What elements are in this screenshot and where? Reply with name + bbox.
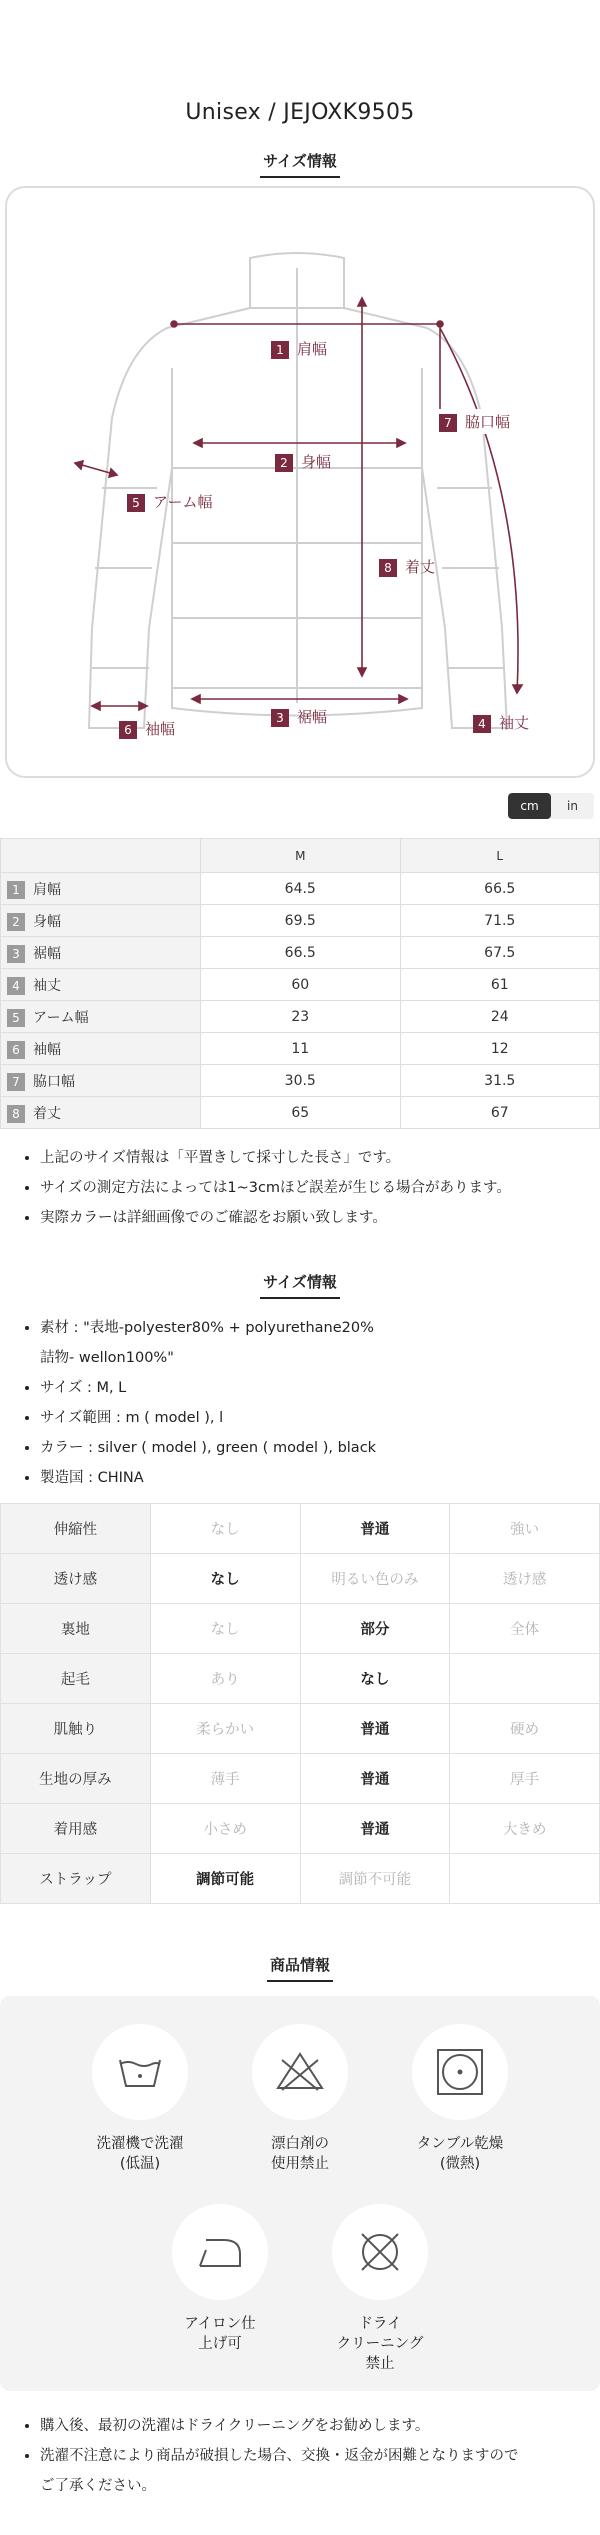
table-row: 7 脇口幅 30.5 31.5 [1, 1065, 600, 1097]
diagram-label-4: 4 袖丈 [473, 712, 529, 733]
care-notes [0, 2391, 600, 2501]
size-info-heading: サイズ情報 [0, 150, 600, 186]
table-row: 2 身幅 69.5 71.5 [1, 905, 600, 937]
care-instructions [0, 1996, 600, 2391]
list-item: • サイズ : M, L [40, 1373, 600, 1403]
diagram-label-7: 7 脇口幅 [437, 409, 512, 434]
diagram-label-1: 1 肩幅 [271, 338, 327, 359]
list-item: • カラー : silver ( model ), green ( model ), black [40, 1433, 600, 1463]
no-bleach-icon [252, 2024, 348, 2120]
care-item: ドライ クリーニング 禁止 [300, 2204, 460, 2374]
unit-cm-button[interactable]: cm [508, 793, 551, 819]
size-diagram [5, 186, 595, 778]
table-row: 3 裾幅 66.5 67.5 [1, 937, 600, 969]
care-item: 洗濯機で洗濯 (低温) [60, 2024, 220, 2174]
list-item: • 上記のサイズ情報は「平置きして採寸した長さ」です。 [40, 1143, 600, 1173]
iron-icon [172, 2204, 268, 2300]
list-item: • 洗濯不注意により商品が破損した場合、交換・返金が困難となりますので ご了承ください。 [40, 2441, 600, 2501]
table-row: ストラップ 調節可能 調節不可能 [1, 1854, 600, 1904]
list-item: • 製造国 : CHINA [40, 1463, 600, 1493]
table-row: 伸縮性 なし 普通 強い [1, 1504, 600, 1554]
tumble-dry-icon [412, 2024, 508, 2120]
list-item: • 実際カラーは詳細画像でのご確認をお願い致します。 [40, 1203, 600, 1233]
material-list [0, 1313, 600, 1503]
table-row: 5 アーム幅 23 24 [1, 1001, 600, 1033]
care-item: アイロン仕 上げ可 [140, 2204, 300, 2354]
care-item: タンブル乾燥 (微熱) [380, 2024, 540, 2174]
washing-machine-icon [92, 2024, 188, 2120]
material-info-heading: サイズ情報 [0, 1271, 600, 1313]
care-item: 漂白剤の 使用禁止 [220, 2024, 380, 2174]
size-table-header: M L [1, 839, 600, 873]
table-row: 肌触り 柔らかい 普通 硬め [1, 1704, 600, 1754]
product-info-heading: 商品情報 [0, 1954, 600, 1996]
unit-toggle [0, 778, 600, 838]
product-title: Unisex / JEJOXK9505 [185, 100, 415, 125]
table-row: 8 着丈 65 67 [1, 1097, 600, 1129]
size-table [0, 838, 600, 1129]
no-dry-clean-icon [332, 2204, 428, 2300]
diagram-label-2: 2 身幅 [275, 451, 331, 472]
list-item: • 素材 : "表地-polyester80% + polyurethane20% 詰物- wellon100%" [40, 1313, 600, 1373]
jacket-illustration [7, 188, 597, 780]
table-row: 6 袖幅 11 12 [1, 1033, 600, 1065]
list-item: • サイズ範囲 : m ( model ), l [40, 1403, 600, 1433]
list-item: • サイズの測定方法によっては1~3cmほど誤差が生じる場合があります。 [40, 1173, 600, 1203]
feature-table [0, 1503, 600, 1904]
table-row: 生地の厚み 薄手 普通 厚手 [1, 1754, 600, 1804]
diagram-label-6: 6 袖幅 [119, 718, 175, 739]
diagram-label-5: 5 アーム幅 [127, 491, 213, 512]
unit-in-button[interactable]: in [567, 799, 578, 813]
table-row: 着用感 小さめ 普通 大きめ [1, 1804, 600, 1854]
diagram-label-3: 3 裾幅 [271, 706, 327, 727]
table-row: 4 袖丈 60 61 [1, 969, 600, 1001]
list-item: • 購入後、最初の洗濯はドライクリーニングをお勧めします。 [40, 2411, 600, 2441]
table-row: 起毛 あり なし [1, 1654, 600, 1704]
size-notes [0, 1129, 600, 1249]
table-row: 裏地 なし 部分 全体 [1, 1604, 600, 1654]
table-row: 透け感 なし 明るい色のみ 透け感 [1, 1554, 600, 1604]
diagram-label-8: 8 着丈 [379, 556, 435, 577]
table-row: 1 肩幅 64.5 66.5 [1, 873, 600, 905]
